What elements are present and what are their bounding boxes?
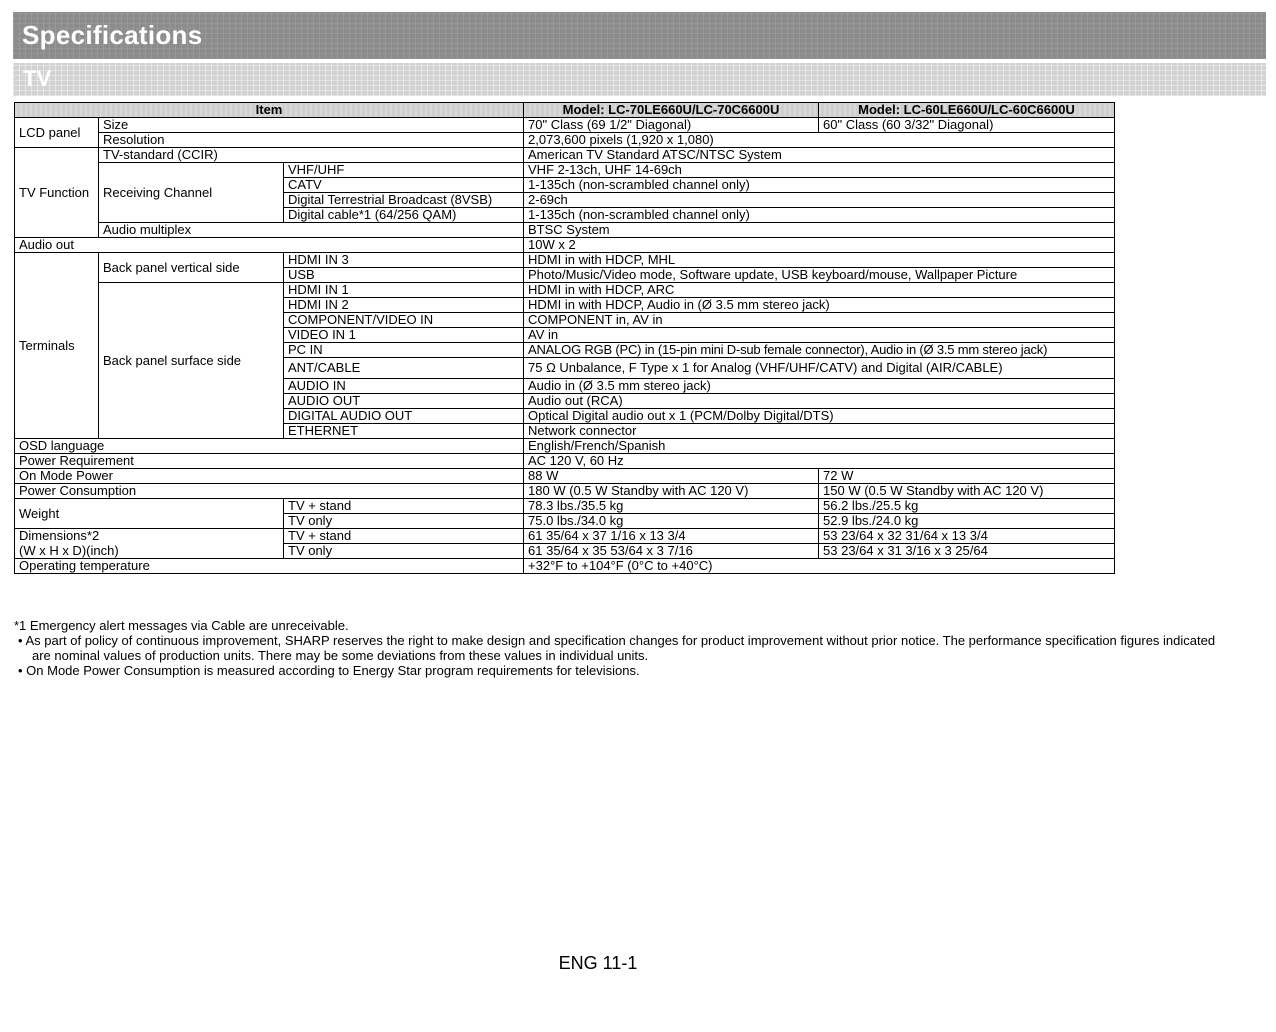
footnote-policy: • As part of policy of continuous improvement, SHARP reserves the right to make design and specification changes for product improvement without prior notice. The performance specification figures indicated are nominal values of production units. There may be some deviations from these values in individual units. [18, 633, 1216, 663]
specifications-banner [13, 12, 1266, 59]
section-title: TV [23, 66, 52, 91]
footnote-energy-star: • On Mode Power Consumption is measured according to Energy Star program requirements for televisions. [18, 663, 640, 678]
cell-value: 53 23/64 x 31 3/16 x 3 25/64 [819, 544, 1115, 559]
cell-value: AV in [524, 328, 1115, 343]
cell-value: VHF 2-13ch, UHF 14-69ch [524, 163, 1115, 178]
row-label-digital-audio-out: DIGITAL AUDIO OUT [284, 409, 524, 424]
cell-value: 53 23/64 x 32 31/64 x 13 3/4 [819, 529, 1115, 544]
row-label-hdmi2: HDMI IN 2 [284, 298, 524, 313]
row-label-operating-temperature: Operating temperature [15, 559, 524, 574]
cell-value: English/French/Spanish [524, 439, 1115, 454]
cell-value: Network connector [524, 424, 1115, 439]
table-row [15, 148, 1115, 163]
table-row [15, 133, 1115, 148]
table-row [15, 163, 1115, 178]
cell-value: HDMI in with HDCP, ARC [524, 283, 1115, 298]
cell-value: AC 120 V, 60 Hz [524, 454, 1115, 469]
cell-value: 75.0 lbs./34.0 kg [524, 514, 819, 529]
row-label-size: Size [99, 118, 524, 133]
row-label-component: COMPONENT/VIDEO IN [284, 313, 524, 328]
cell-value: 1-135ch (non-scrambled channel only) [524, 208, 1115, 223]
row-label-resolution: Resolution [99, 133, 524, 148]
table-row [15, 238, 1115, 253]
row-label-tv-only: TV only [284, 514, 524, 529]
row-label-lcd-panel: LCD panel [15, 118, 99, 148]
row-label-vhf-uhf: VHF/UHF [284, 163, 524, 178]
row-label-power-requirement: Power Requirement [15, 454, 524, 469]
cell-value: 75 Ω Unbalance, F Type x 1 for Analog (VHF/UHF/CATV) and Digital (AIR/CABLE) [524, 358, 1115, 379]
row-label-tv-function: TV Function [15, 148, 99, 238]
cell-value: 72 W [819, 469, 1115, 484]
table-row [15, 559, 1115, 574]
cell-value: 10W x 2 [524, 238, 1115, 253]
cell-value: Photo/Music/Video mode, Software update, USB keyboard/mouse, Wallpaper Picture [524, 268, 1115, 283]
cell-value: Audio out (RCA) [524, 394, 1115, 409]
table-header-row [15, 103, 1115, 118]
cell-value: 88 W [524, 469, 819, 484]
row-label-audio-multiplex: Audio multiplex [99, 223, 524, 238]
table-row [15, 499, 1115, 514]
footnote-1: *1 Emergency alert messages via Cable are unreceivable. [14, 618, 349, 633]
cell-value: 52.9 lbs./24.0 kg [819, 514, 1115, 529]
header-model-60: Model: LC-60LE660U/LC-60C6600U [819, 103, 1115, 118]
cell-value: +32°F to +104°F (0°C to +40°C) [524, 559, 1115, 574]
row-label-digital-cable: Digital cable*1 (64/256 QAM) [284, 208, 524, 223]
cell-value: 1-135ch (non-scrambled channel only) [524, 178, 1115, 193]
row-label-audioout-terminal: AUDIO OUT [284, 394, 524, 409]
page-number: ENG 11-1 [558, 953, 638, 973]
tv-section-banner [13, 63, 1266, 96]
cell-value: 61 35/64 x 35 53/64 x 3 7/16 [524, 544, 819, 559]
table-row [15, 118, 1115, 133]
row-label-receiving-channel: Receiving Channel [99, 163, 284, 223]
row-label-power-consumption: Power Consumption [15, 484, 524, 499]
cell-value: 70" Class (69 1/2" Diagonal) [524, 118, 819, 133]
row-label-digital-terrestrial: Digital Terrestrial Broadcast (8VSB) [284, 193, 524, 208]
row-label-audio-out: Audio out [15, 238, 524, 253]
cell-value: ANALOG RGB (PC) in (15-pin mini D-sub female connector), Audio in (Ø 3.5 mm stereo jack) [524, 343, 1115, 358]
cell-value: Optical Digital audio out x 1 (PCM/Dolby Digital/DTS) [524, 409, 1115, 424]
cell-value: 150 W (0.5 W Standby with AC 120 V) [819, 484, 1115, 499]
cell-value: HDMI in with HDCP, MHL [524, 253, 1115, 268]
cell-value: 2,073,600 pixels (1,920 x 1,080) [524, 133, 1115, 148]
row-label-audioin: AUDIO IN [284, 379, 524, 394]
cell-value: 2-69ch [524, 193, 1115, 208]
row-label-tv-stand: TV + stand [284, 529, 524, 544]
row-label-back-surface: Back panel surface side [99, 283, 284, 439]
cell-value: HDMI in with HDCP, Audio in (Ø 3.5 mm stereo jack) [524, 298, 1115, 313]
page-title: Specifications [22, 20, 203, 50]
row-label-on-mode-power: On Mode Power [15, 469, 524, 484]
row-label-terminals: Terminals [15, 253, 99, 439]
cell-value: 180 W (0.5 W Standby with AC 120 V) [524, 484, 819, 499]
footnotes [14, 618, 1234, 678]
table-row [15, 283, 1115, 298]
row-label-catv: CATV [284, 178, 524, 193]
cell-value: American TV Standard ATSC/NTSC System [524, 148, 1115, 163]
row-label-video1: VIDEO IN 1 [284, 328, 524, 343]
table-row [15, 529, 1115, 544]
row-label-dimensions: Dimensions*2 [15, 529, 284, 544]
cell-value: 61 35/64 x 37 1/16 x 13 3/4 [524, 529, 819, 544]
row-label-pcin: PC IN [284, 343, 524, 358]
cell-value: COMPONENT in, AV in [524, 313, 1115, 328]
row-label-ethernet: ETHERNET [284, 424, 524, 439]
cell-value: 56.2 lbs./25.5 kg [819, 499, 1115, 514]
row-label-weight: Weight [15, 499, 284, 529]
header-item: Item [15, 103, 524, 118]
row-label-dimensions-unit: (W x H x D)(inch) [15, 544, 284, 559]
table-row [15, 439, 1115, 454]
cell-value: 78.3 lbs./35.5 kg [524, 499, 819, 514]
cell-value: Audio in (Ø 3.5 mm stereo jack) [524, 379, 1115, 394]
specifications-table [14, 102, 1115, 574]
row-label-back-vertical: Back panel vertical side [99, 253, 284, 283]
table-row [15, 223, 1115, 238]
header-model-70: Model: LC-70LE660U/LC-70C6600U [524, 103, 819, 118]
cell-value: BTSC System [524, 223, 1115, 238]
row-label-hdmi3: HDMI IN 3 [284, 253, 524, 268]
table-row [15, 469, 1115, 484]
table-row [15, 454, 1115, 469]
cell-value: 60" Class (60 3/32" Diagonal) [819, 118, 1115, 133]
row-label-usb: USB [284, 268, 524, 283]
table-row [15, 484, 1115, 499]
table-row [15, 544, 1115, 559]
row-label-tv-only: TV only [284, 544, 524, 559]
row-label-antcable: ANT/CABLE [284, 358, 524, 379]
row-label-tv-stand: TV + stand [284, 499, 524, 514]
row-label-osd: OSD language [15, 439, 524, 454]
row-label-hdmi1: HDMI IN 1 [284, 283, 524, 298]
row-label-tv-standard: TV-standard (CCIR) [99, 148, 524, 163]
table-row [15, 253, 1115, 268]
